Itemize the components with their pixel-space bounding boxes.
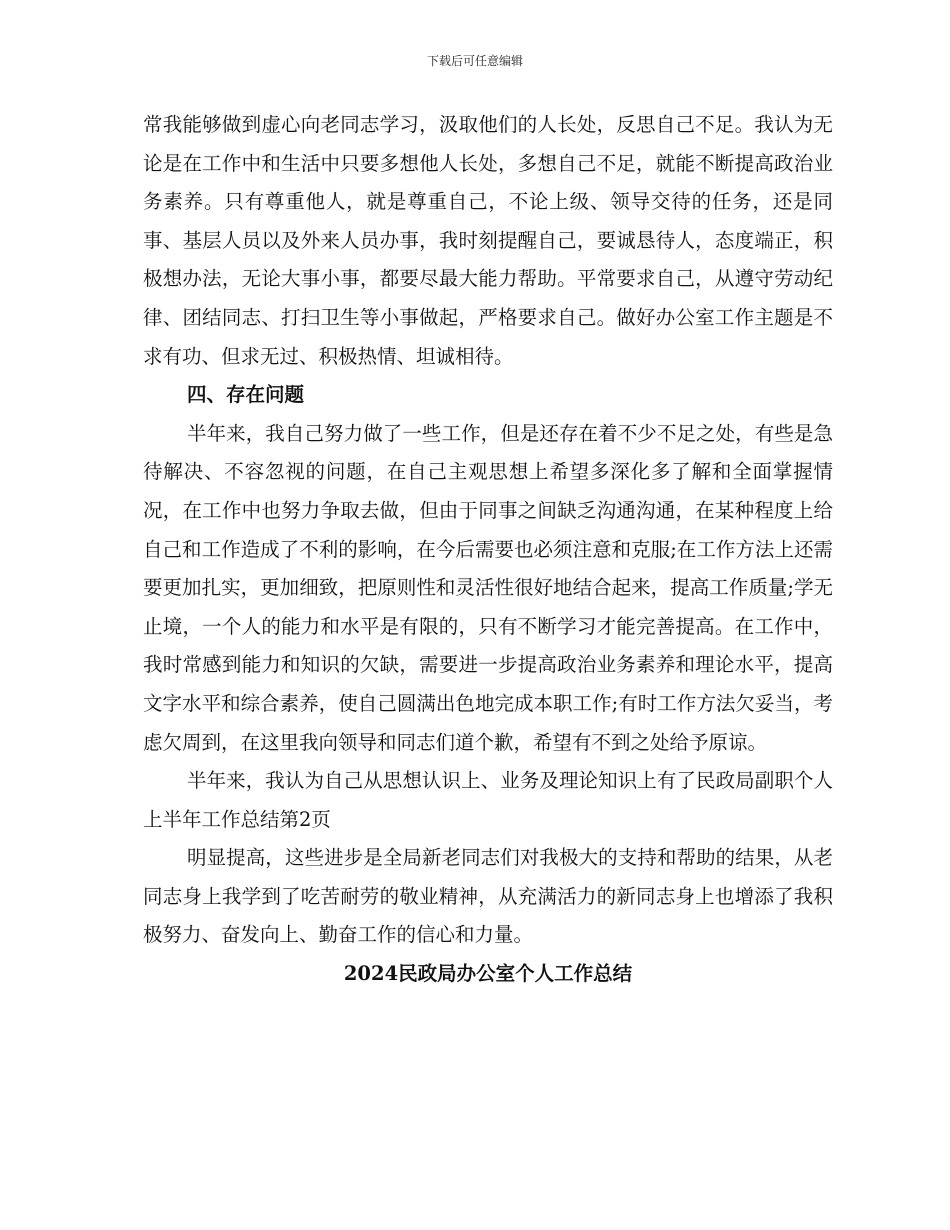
page-header: 下载后可任意编辑: [426, 54, 523, 68]
section-heading-problems: 四、存在问题: [187, 383, 305, 407]
paragraph-problems: 半年来，我自己努力做了一些工作，但是还存在着不少不足之处，有些是急待解决、不容忽视的问题，在自己主观思想上希望多深化多了解和全面掌握情况，在工作中也努力争取去做，但由于同事之间缺乏沟通沟通，在某种程度上给自己和工作造成了不利的影响，在今后需要也必须注意和克服;在工作方法上还需要更加扎实，更加细致，把原则性和灵活性很好地结合起来，提高工作质量;学无止境，一个人的能力和水平是有限的，只有不断学习才能完善提高。在工作中，我时常感到能力和知识的欠缺，需要进一步提高政治业务素养和理论水平，提高文字水平和综合素养，使自己圆满出色地完成本职工作;有时工作方法欠妥当，考虑欠周到，在这里我向领导和同志们道个歉，希望有不到之处给予原谅。: [143, 421, 833, 754]
document-body: [143, 106, 833, 994]
paragraph-summary: 半年来，我认为自己从思想认识上、业务及理论知识上有了民政局副职个人上半年工作总结第2页: [143, 769, 833, 831]
document-title: 2024民政局办公室个人工作总结: [343, 962, 633, 986]
paragraph-continuation: 常我能够做到虚心向老同志学习，汲取他们的人长处，反思自己不足。我认为无论是在工作中和生活中只要多想他人长处，多想自己不足，就能不断提高政治业务素养。只有尊重他人，就是尊重自己，不论上级、领导交待的任务，还是同事、基层人员以及外来人员办事，我时刻提醒自己，要诚恳待人，态度端正，积极想办法，无论大事小事，都要尽最大能力帮助。平常要求自己，从遵守劳动纪律、团结同志、打扫卫生等小事做起，严格要求自己。做好办公室工作主题是不求有功、但求无过、积极热情、坦诚相待。: [143, 113, 833, 368]
paragraph-progress: 明显提高，这些进步是全局新老同志们对我极大的支持和帮助的结果，从老同志身上我学到了吃苦耐劳的敬业精神，从充满活力的新同志身上也增添了我积极努力、奋发向上、勤奋工作的信心和力量。: [143, 846, 833, 947]
